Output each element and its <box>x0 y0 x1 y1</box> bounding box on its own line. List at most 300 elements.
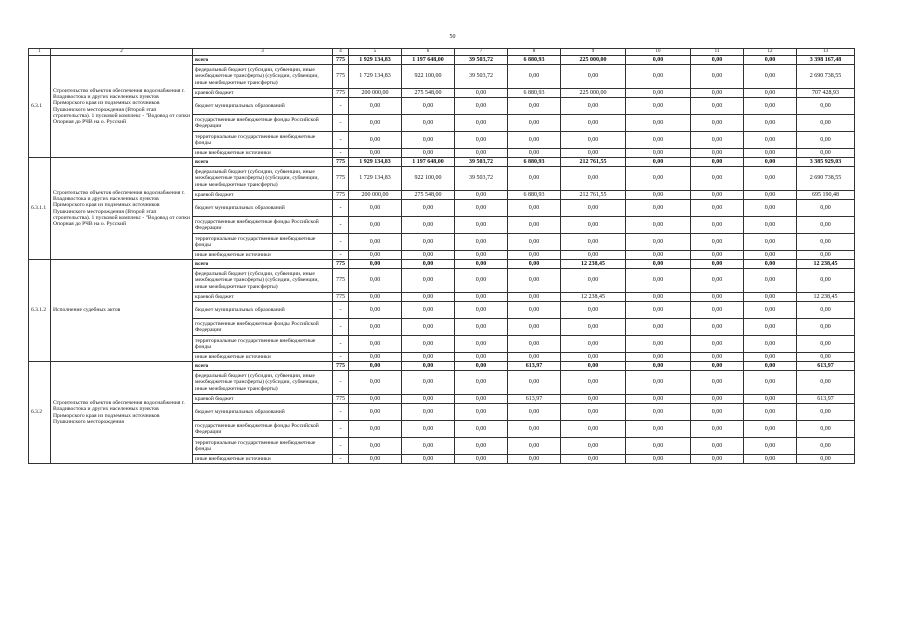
funding-source: иные внебюджетные источники <box>193 149 333 158</box>
amount-cell: 0,00 <box>561 362 626 371</box>
amount-cell: 0,00 <box>744 149 797 158</box>
amount-cell: 0,00 <box>744 371 797 395</box>
funding-source: территориальные государственные внебюджетные фонды <box>193 234 333 251</box>
amount-cell: 0,00 <box>349 371 402 395</box>
amount-cell: 0,00 <box>744 353 797 362</box>
amount-cell: 0,00 <box>349 132 402 149</box>
amount-cell: 6 880,93 <box>508 158 561 167</box>
admin-code: 775 <box>333 260 349 269</box>
amount-cell: 0,00 <box>561 65 626 89</box>
admin-code: - <box>333 404 349 421</box>
amount-cell: 0,00 <box>508 260 561 269</box>
column-number: 5 <box>349 49 402 56</box>
amount-cell: 0,00 <box>508 336 561 353</box>
amount-cell: 0,00 <box>402 362 455 371</box>
amount-cell: 0,00 <box>691 336 744 353</box>
amount-cell: 0,00 <box>561 353 626 362</box>
amount-cell: 0,00 <box>561 200 626 217</box>
amount-cell: 0,00 <box>455 319 508 336</box>
amount-cell: 0,00 <box>349 217 402 234</box>
admin-code: 775 <box>333 191 349 200</box>
admin-code: 775 <box>333 269 349 293</box>
amount-cell: 0,00 <box>402 438 455 455</box>
amount-cell: 0,00 <box>626 353 691 362</box>
amount-cell: 200 000,00 <box>349 191 402 200</box>
amount-cell: 0,00 <box>691 319 744 336</box>
amount-cell: 0,00 <box>455 149 508 158</box>
amount-cell: 6 880,93 <box>508 191 561 200</box>
amount-cell: 0,00 <box>691 200 744 217</box>
amount-cell: 200 000,00 <box>349 89 402 98</box>
total-cell: 0,00 <box>797 200 855 217</box>
admin-code: 775 <box>333 395 349 404</box>
amount-cell: 0,00 <box>402 115 455 132</box>
funding-source: государственные внебюджетные фонды Российской Федерации <box>193 217 333 234</box>
amount-cell: 0,00 <box>691 302 744 319</box>
amount-cell: 0,00 <box>691 260 744 269</box>
column-number: 10 <box>626 49 691 56</box>
amount-cell: 0,00 <box>691 98 744 115</box>
amount-cell: 0,00 <box>626 438 691 455</box>
total-cell: 0,00 <box>797 371 855 395</box>
amount-cell: 0,00 <box>455 438 508 455</box>
amount-cell: 0,00 <box>561 251 626 260</box>
admin-code: - <box>333 98 349 115</box>
amount-cell: 39 503,72 <box>455 56 508 65</box>
amount-cell: 1 729 134,83 <box>349 65 402 89</box>
amount-cell: 0,00 <box>691 132 744 149</box>
amount-cell: 0,00 <box>744 132 797 149</box>
amount-cell: 0,00 <box>691 89 744 98</box>
amount-cell: 0,00 <box>561 115 626 132</box>
amount-cell: 212 761,55 <box>561 191 626 200</box>
amount-cell: 0,00 <box>744 158 797 167</box>
amount-cell: 0,00 <box>691 191 744 200</box>
admin-code: - <box>333 132 349 149</box>
amount-cell: 0,00 <box>349 260 402 269</box>
admin-code: - <box>333 371 349 395</box>
amount-cell: 0,00 <box>626 251 691 260</box>
funding-source: федеральный бюджет (субсидии, субвенции, иные межбюджетные трансферты) (субсидии, субвенции, иные межбюджетные трансферты) <box>193 371 333 395</box>
amount-cell: 0,00 <box>626 302 691 319</box>
amount-cell: 0,00 <box>744 269 797 293</box>
amount-cell: 0,00 <box>691 438 744 455</box>
total-cell: 0,00 <box>797 319 855 336</box>
amount-cell: 0,00 <box>455 115 508 132</box>
amount-cell: 922 100,00 <box>402 65 455 89</box>
amount-cell: 0,00 <box>561 167 626 191</box>
admin-code: - <box>333 302 349 319</box>
admin-code: 775 <box>333 158 349 167</box>
amount-cell: 0,00 <box>402 260 455 269</box>
total-cell: 0,00 <box>797 115 855 132</box>
amount-cell: 0,00 <box>561 234 626 251</box>
amount-cell: 0,00 <box>508 421 561 438</box>
amount-cell: 0,00 <box>402 217 455 234</box>
amount-cell: 212 761,55 <box>561 158 626 167</box>
table-row-total <box>29 158 855 167</box>
funding-source: бюджет муниципальных образований <box>193 404 333 421</box>
funding-source: государственные внебюджетные фонды Российской Федерации <box>193 115 333 132</box>
amount-cell: 0,00 <box>561 438 626 455</box>
item-name: Строительство объектов обеспечения водоснабжения г. Владивостока и других населенных пунктов Приморского края из подземных источников Пушкинского месторождения <box>51 362 193 464</box>
budget-table-body <box>29 56 855 464</box>
amount-cell: 0,00 <box>402 395 455 404</box>
amount-cell: 0,00 <box>626 336 691 353</box>
amount-cell: 0,00 <box>402 421 455 438</box>
amount-cell: 0,00 <box>626 65 691 89</box>
amount-cell: 0,00 <box>508 269 561 293</box>
amount-cell: 0,00 <box>455 362 508 371</box>
admin-code: 775 <box>333 65 349 89</box>
amount-cell: 0,00 <box>402 132 455 149</box>
total-cell: 0,00 <box>797 269 855 293</box>
amount-cell: 0,00 <box>561 455 626 464</box>
amount-cell: 0,00 <box>402 234 455 251</box>
amount-cell: 0,00 <box>561 421 626 438</box>
total-cell: 3 385 929,03 <box>797 158 855 167</box>
amount-cell: 0,00 <box>691 455 744 464</box>
funding-source: краевой бюджет <box>193 395 333 404</box>
amount-cell: 0,00 <box>691 251 744 260</box>
amount-cell: 0,00 <box>455 371 508 395</box>
admin-code: - <box>333 455 349 464</box>
total-cell: 2 690 738,55 <box>797 167 855 191</box>
amount-cell: 0,00 <box>508 115 561 132</box>
amount-cell: 6 880,93 <box>508 56 561 65</box>
amount-cell: 0,00 <box>626 371 691 395</box>
amount-cell: 0,00 <box>626 98 691 115</box>
amount-cell: 0,00 <box>508 234 561 251</box>
table-row-total <box>29 56 855 65</box>
amount-cell: 0,00 <box>508 353 561 362</box>
amount-cell: 0,00 <box>455 455 508 464</box>
amount-cell: 0,00 <box>402 319 455 336</box>
column-number: 9 <box>561 49 626 56</box>
amount-cell: 0,00 <box>402 98 455 115</box>
total-cell: 0,00 <box>797 404 855 421</box>
amount-cell: 0,00 <box>626 293 691 302</box>
amount-cell: 0,00 <box>626 234 691 251</box>
amount-cell: 0,00 <box>349 234 402 251</box>
amount-cell: 275 548,00 <box>402 89 455 98</box>
amount-cell: 0,00 <box>744 234 797 251</box>
column-number: 1 <box>29 49 51 56</box>
total-cell: 613,97 <box>797 362 855 371</box>
amount-cell: 1 197 648,00 <box>402 158 455 167</box>
amount-cell: 0,00 <box>744 395 797 404</box>
amount-cell: 0,00 <box>402 371 455 395</box>
amount-cell: 0,00 <box>561 395 626 404</box>
amount-cell: 0,00 <box>455 269 508 293</box>
amount-cell: 0,00 <box>455 191 508 200</box>
column-number: 8 <box>508 49 561 56</box>
amount-cell: 0,00 <box>744 404 797 421</box>
amount-cell: 0,00 <box>508 65 561 89</box>
amount-cell: 0,00 <box>455 200 508 217</box>
column-number: 13 <box>797 49 855 56</box>
admin-code: - <box>333 217 349 234</box>
amount-cell: 0,00 <box>349 302 402 319</box>
amount-cell: 0,00 <box>691 167 744 191</box>
amount-cell: 0,00 <box>402 293 455 302</box>
amount-cell: 0,00 <box>508 438 561 455</box>
amount-cell: 0,00 <box>626 455 691 464</box>
amount-cell: 0,00 <box>691 362 744 371</box>
amount-cell: 0,00 <box>744 455 797 464</box>
amount-cell: 0,00 <box>626 56 691 65</box>
admin-code: - <box>333 319 349 336</box>
funding-source: бюджет муниципальных образований <box>193 302 333 319</box>
total-cell: 0,00 <box>797 438 855 455</box>
item-code: 6.3.1.2 <box>29 260 51 362</box>
amount-cell: 0,00 <box>455 260 508 269</box>
amount-cell: 0,00 <box>744 217 797 234</box>
amount-cell: 0,00 <box>744 319 797 336</box>
admin-code: - <box>333 336 349 353</box>
total-cell: 0,00 <box>797 336 855 353</box>
amount-cell: 225 000,00 <box>561 89 626 98</box>
amount-cell: 0,00 <box>744 167 797 191</box>
total-cell: 2 690 738,55 <box>797 65 855 89</box>
amount-cell: 0,00 <box>691 371 744 395</box>
amount-cell: 225 000,00 <box>561 56 626 65</box>
admin-code: - <box>333 115 349 132</box>
amount-cell: 0,00 <box>402 455 455 464</box>
item-name: Исполнение судебных актов <box>51 260 193 362</box>
amount-cell: 0,00 <box>626 362 691 371</box>
amount-cell: 39 503,72 <box>455 65 508 89</box>
amount-cell: 0,00 <box>455 336 508 353</box>
amount-cell: 275 548,00 <box>402 191 455 200</box>
amount-cell: 0,00 <box>508 149 561 158</box>
amount-cell: 0,00 <box>455 293 508 302</box>
admin-code: 775 <box>333 89 349 98</box>
amount-cell: 0,00 <box>349 293 402 302</box>
amount-cell: 922 100,00 <box>402 167 455 191</box>
amount-cell: 0,00 <box>626 260 691 269</box>
admin-code: - <box>333 421 349 438</box>
amount-cell: 0,00 <box>455 234 508 251</box>
funding-source: краевой бюджет <box>193 293 333 302</box>
column-number-row <box>29 49 855 56</box>
amount-cell: 39 503,72 <box>455 167 508 191</box>
admin-code: 775 <box>333 167 349 191</box>
admin-code: - <box>333 353 349 362</box>
total-cell: 707 428,93 <box>797 89 855 98</box>
amount-cell: 1 729 134,83 <box>349 167 402 191</box>
amount-cell: 0,00 <box>561 302 626 319</box>
amount-cell: 0,00 <box>349 455 402 464</box>
amount-cell: 0,00 <box>508 251 561 260</box>
amount-cell: 0,00 <box>349 421 402 438</box>
funding-source: территориальные государственные внебюджетные фонды <box>193 438 333 455</box>
amount-cell: 0,00 <box>626 158 691 167</box>
amount-cell: 0,00 <box>455 353 508 362</box>
amount-cell: 0,00 <box>626 319 691 336</box>
amount-cell: 0,00 <box>626 191 691 200</box>
amount-cell: 0,00 <box>626 200 691 217</box>
item-code: 6.3.1.1 <box>29 158 51 260</box>
amount-cell: 0,00 <box>561 404 626 421</box>
amount-cell: 0,00 <box>691 115 744 132</box>
amount-cell: 0,00 <box>561 269 626 293</box>
amount-cell: 1 197 648,00 <box>402 56 455 65</box>
column-number: 2 <box>51 49 193 56</box>
item-name: Строительство объектов обеспечения водоснабжения г. Владивостока и других населенных пунктов Приморского края из подземных источников Пушкинского месторождения (Второй этап строительства). 1 пусковой комплекс - "Водовод от сопки Опорная до РЧВ на о. Русский <box>51 56 193 158</box>
amount-cell: 0,00 <box>626 115 691 132</box>
column-number: 6 <box>402 49 455 56</box>
amount-cell: 0,00 <box>402 353 455 362</box>
amount-cell: 0,00 <box>402 200 455 217</box>
amount-cell: 0,00 <box>626 217 691 234</box>
item-code: 6.3.2 <box>29 362 51 464</box>
amount-cell: 39 503,72 <box>455 158 508 167</box>
amount-cell: 0,00 <box>508 167 561 191</box>
budget-table <box>28 48 855 464</box>
funding-source: государственные внебюджетные фонды Российской Федерации <box>193 319 333 336</box>
amount-cell: 0,00 <box>744 98 797 115</box>
funding-source: всего <box>193 362 333 371</box>
total-cell: 12 238,45 <box>797 293 855 302</box>
funding-source: иные внебюджетные источники <box>193 455 333 464</box>
amount-cell: 0,00 <box>626 421 691 438</box>
amount-cell: 0,00 <box>626 167 691 191</box>
amount-cell: 0,00 <box>561 319 626 336</box>
item-code: 6.3.1 <box>29 56 51 158</box>
amount-cell: 0,00 <box>744 362 797 371</box>
amount-cell: 0,00 <box>691 353 744 362</box>
item-name: Строительство объектов обеспечения водоснабжения г. Владивостока и других населенных пунктов Приморского края из подземных источников Пушкинского месторождения (Второй этап строительства). 1 пусковой комплекс - "Водовод от сопки Опорная до РЧВ на о. Русский <box>51 158 193 260</box>
total-cell: 0,00 <box>797 149 855 158</box>
amount-cell: 1 929 134,83 <box>349 56 402 65</box>
amount-cell: 0,00 <box>508 217 561 234</box>
funding-source: федеральный бюджет (субсидии, субвенции, иные межбюджетные трансферты) (субсидии, субвенции, иные межбюджетные трансферты) <box>193 65 333 89</box>
funding-source: территориальные государственные внебюджетные фонды <box>193 132 333 149</box>
amount-cell: 0,00 <box>626 269 691 293</box>
funding-source: всего <box>193 56 333 65</box>
amount-cell: 0,00 <box>691 293 744 302</box>
amount-cell: 0,00 <box>744 421 797 438</box>
amount-cell: 0,00 <box>626 395 691 404</box>
admin-code: - <box>333 200 349 217</box>
amount-cell: 0,00 <box>508 200 561 217</box>
amount-cell: 0,00 <box>561 336 626 353</box>
total-cell: 0,00 <box>797 353 855 362</box>
column-number: 3 <box>193 49 333 56</box>
amount-cell: 12 238,45 <box>561 260 626 269</box>
amount-cell: 0,00 <box>455 251 508 260</box>
amount-cell: 0,00 <box>455 217 508 234</box>
total-cell: 12 238,45 <box>797 260 855 269</box>
amount-cell: 0,00 <box>455 98 508 115</box>
amount-cell: 0,00 <box>691 395 744 404</box>
amount-cell: 0,00 <box>455 89 508 98</box>
amount-cell: 0,00 <box>349 98 402 115</box>
total-cell: 3 398 167,48 <box>797 56 855 65</box>
funding-source: краевой бюджет <box>193 89 333 98</box>
table-row-total <box>29 362 855 371</box>
amount-cell: 0,00 <box>349 319 402 336</box>
total-cell: 0,00 <box>797 251 855 260</box>
total-cell: 613,97 <box>797 395 855 404</box>
admin-code: 775 <box>333 362 349 371</box>
amount-cell: 0,00 <box>691 421 744 438</box>
amount-cell: 0,00 <box>455 404 508 421</box>
amount-cell: 0,00 <box>349 395 402 404</box>
funding-source: всего <box>193 260 333 269</box>
amount-cell: 0,00 <box>508 293 561 302</box>
amount-cell: 0,00 <box>744 302 797 319</box>
amount-cell: 0,00 <box>744 89 797 98</box>
amount-cell: 0,00 <box>349 149 402 158</box>
amount-cell: 0,00 <box>561 371 626 395</box>
amount-cell: 0,00 <box>349 200 402 217</box>
amount-cell: 0,00 <box>508 302 561 319</box>
funding-source: федеральный бюджет (субсидии, субвенции, иные межбюджетные трансферты) (субсидии, субвенции, иные межбюджетные трансферты) <box>193 269 333 293</box>
amount-cell: 0,00 <box>349 251 402 260</box>
total-cell: 0,00 <box>797 455 855 464</box>
table-row-total <box>29 260 855 269</box>
funding-source: федеральный бюджет (субсидии, субвенции, иные межбюджетные трансферты) (субсидии, субвенции, иные межбюджетные трансферты) <box>193 167 333 191</box>
amount-cell: 0,00 <box>691 269 744 293</box>
amount-cell: 0,00 <box>744 260 797 269</box>
amount-cell: 0,00 <box>744 115 797 132</box>
column-number: 7 <box>455 49 508 56</box>
amount-cell: 0,00 <box>561 149 626 158</box>
funding-source: краевой бюджет <box>193 191 333 200</box>
amount-cell: 0,00 <box>455 421 508 438</box>
total-cell: 0,00 <box>797 98 855 115</box>
amount-cell: 0,00 <box>561 98 626 115</box>
amount-cell: 0,00 <box>508 371 561 395</box>
amount-cell: 6 880,93 <box>508 89 561 98</box>
total-cell: 0,00 <box>797 234 855 251</box>
amount-cell: 0,00 <box>691 234 744 251</box>
amount-cell: 0,00 <box>744 293 797 302</box>
page-number: 50 <box>449 34 456 40</box>
amount-cell: 0,00 <box>349 353 402 362</box>
amount-cell: 0,00 <box>508 319 561 336</box>
amount-cell: 0,00 <box>626 404 691 421</box>
amount-cell: 613,97 <box>508 395 561 404</box>
amount-cell: 12 238,45 <box>561 293 626 302</box>
amount-cell: 0,00 <box>402 269 455 293</box>
admin-code: - <box>333 438 349 455</box>
funding-source: территориальные государственные внебюджетные фонды <box>193 336 333 353</box>
amount-cell: 0,00 <box>691 65 744 89</box>
amount-cell: 0,00 <box>744 200 797 217</box>
amount-cell: 0,00 <box>402 149 455 158</box>
amount-cell: 0,00 <box>455 302 508 319</box>
admin-code: - <box>333 251 349 260</box>
amount-cell: 0,00 <box>349 362 402 371</box>
column-number: 4 <box>333 49 349 56</box>
amount-cell: 0,00 <box>455 395 508 404</box>
funding-source: всего <box>193 158 333 167</box>
total-cell: 695 190,48 <box>797 191 855 200</box>
amount-cell: 0,00 <box>402 251 455 260</box>
admin-code: 775 <box>333 293 349 302</box>
amount-cell: 0,00 <box>626 149 691 158</box>
amount-cell: 0,00 <box>349 438 402 455</box>
total-cell: 0,00 <box>797 302 855 319</box>
amount-cell: 0,00 <box>402 336 455 353</box>
amount-cell: 0,00 <box>561 217 626 234</box>
amount-cell: 0,00 <box>349 115 402 132</box>
amount-cell: 0,00 <box>508 98 561 115</box>
amount-cell: 0,00 <box>402 404 455 421</box>
